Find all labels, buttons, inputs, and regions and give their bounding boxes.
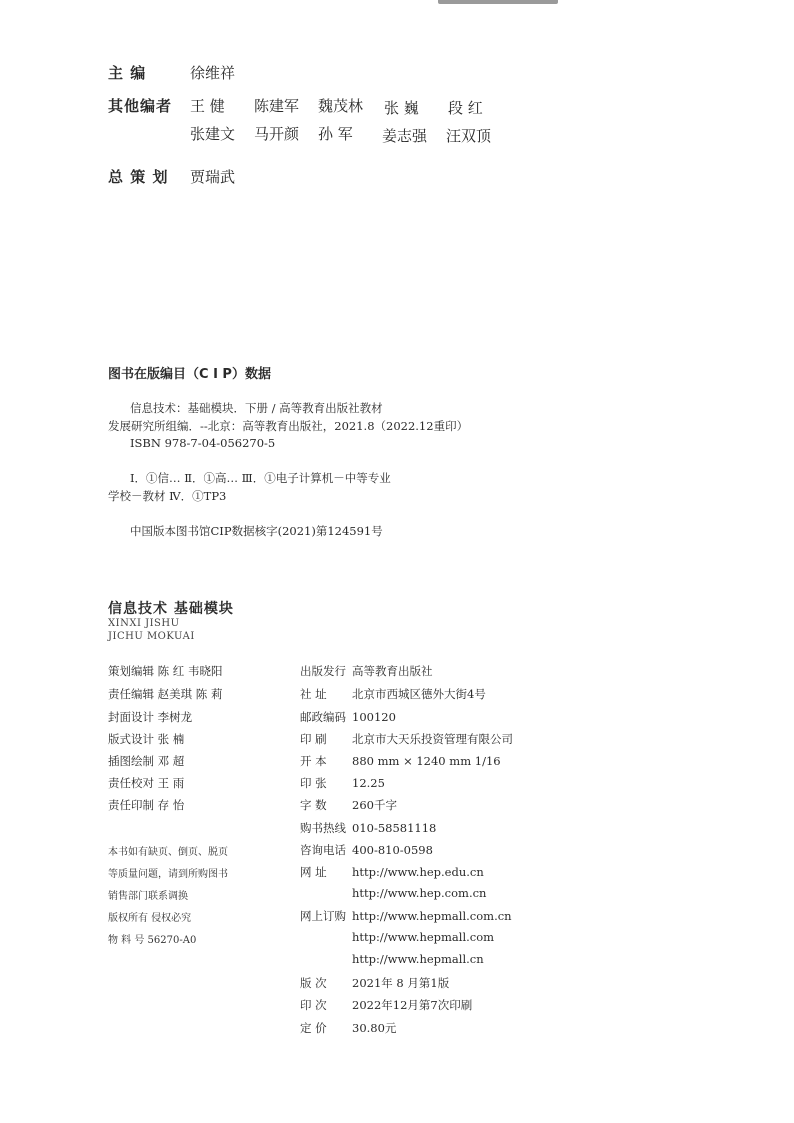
- book-title: 信息技术 基础模块: [108, 601, 234, 617]
- chief-editor-label: 主 编: [108, 64, 147, 82]
- staff-row: 封面设计 李树龙: [108, 710, 193, 724]
- editor-name: 王 健: [190, 97, 225, 115]
- note-line: 版权所有 侵权必究: [108, 913, 192, 924]
- cip-line: 学校－教材 Ⅳ．①TP3: [108, 489, 227, 503]
- other-editors-label: 其他编者: [108, 97, 173, 115]
- pub-row: 网 址 http://www.hep.edu.cn: [300, 865, 484, 879]
- note-line: 等质量问题，请到所购图书: [108, 869, 228, 880]
- pub-row: 购书热线 010-58581118: [300, 821, 437, 835]
- pub-row: 咨询电话 400-810-0598: [300, 843, 433, 857]
- book-pinyin-1: XINXI JISHU: [108, 618, 180, 629]
- note-line: 本书如有缺页、倒页、脱页: [108, 847, 228, 858]
- staff-row: 责任编辑 赵美琪 陈 莉: [108, 687, 223, 701]
- pub-row: 字 数 260千字: [300, 798, 397, 812]
- pub-row: 邮政编码 100120: [300, 710, 396, 724]
- pub-row: 印 张 12.25: [300, 776, 385, 790]
- pub-row: 出版发行 高等教育出版社: [300, 664, 433, 678]
- editor-name: 汪双顶: [446, 127, 492, 145]
- editor-name: 陈建军: [254, 97, 300, 115]
- pub-row: 印 次 2022年12月第7次印刷: [300, 998, 473, 1012]
- editor-name: 姜志强: [382, 127, 428, 145]
- pub-row: http://www.hep.com.cn: [352, 886, 487, 900]
- planner-name: 贾瑞武: [190, 168, 236, 186]
- staff-row: 责任印制 存 怡: [108, 798, 185, 812]
- editor-name: 张 巍: [384, 99, 419, 117]
- pub-row: http://www.hepmall.cn: [352, 952, 484, 966]
- editor-name: 孙 军: [318, 125, 353, 143]
- pub-row: http://www.hepmall.com: [352, 930, 495, 944]
- cip-number: 中国版本图书馆CIP数据核字(2021)第124591号: [130, 524, 383, 538]
- editor-name: 马开颜: [254, 125, 300, 143]
- staff-row: 责任校对 王 雨: [108, 776, 185, 790]
- note-line: 销售部门联系调换: [108, 891, 188, 902]
- staff-row: 版式设计 张 楠: [108, 732, 185, 746]
- pub-row: 网上订购 http://www.hepmall.com.cn: [300, 909, 512, 923]
- cip-isbn: ISBN 978-7-04-056270-5: [130, 436, 276, 450]
- editor-name: 魏茂林: [318, 97, 364, 115]
- cip-title: 图书在版编目（C I P）数据: [108, 367, 271, 382]
- pub-row: 版 次 2021年 8 月第1版: [300, 976, 450, 990]
- book-pinyin-2: JICHU MOKUAI: [108, 631, 195, 642]
- planner-label: 总 策 划: [108, 168, 169, 186]
- pub-row: 定 价 30.80元: [300, 1021, 397, 1035]
- staff-row: 策划编辑 陈 红 韦晓阳: [108, 664, 223, 678]
- chief-editor-name: 徐维祥: [190, 64, 236, 82]
- staff-row: 插图绘制 邓 超: [108, 754, 185, 768]
- editor-name: 张建文: [190, 125, 236, 143]
- cip-line: 信息技术：基础模块．下册 / 高等教育出版社教材: [130, 401, 383, 415]
- note-line: 物 料 号 56270-A0: [108, 935, 197, 946]
- pub-row: 印 刷 北京市大天乐投资管理有限公司: [300, 732, 513, 746]
- editor-name: 段 红: [448, 99, 483, 117]
- cip-line: 发展研究所组编．--北京：高等教育出版社，2021.8（2022.12重印）: [108, 419, 469, 433]
- cip-line: Ⅰ．①信… Ⅱ．①高… Ⅲ．①电子计算机－中等专业: [130, 471, 391, 485]
- scan-edge-bar: [438, 0, 558, 4]
- pub-row: 社 址 北京市西城区德外大街4号: [300, 687, 486, 701]
- pub-row: 开 本 880 mm × 1240 mm 1/16: [300, 754, 501, 768]
